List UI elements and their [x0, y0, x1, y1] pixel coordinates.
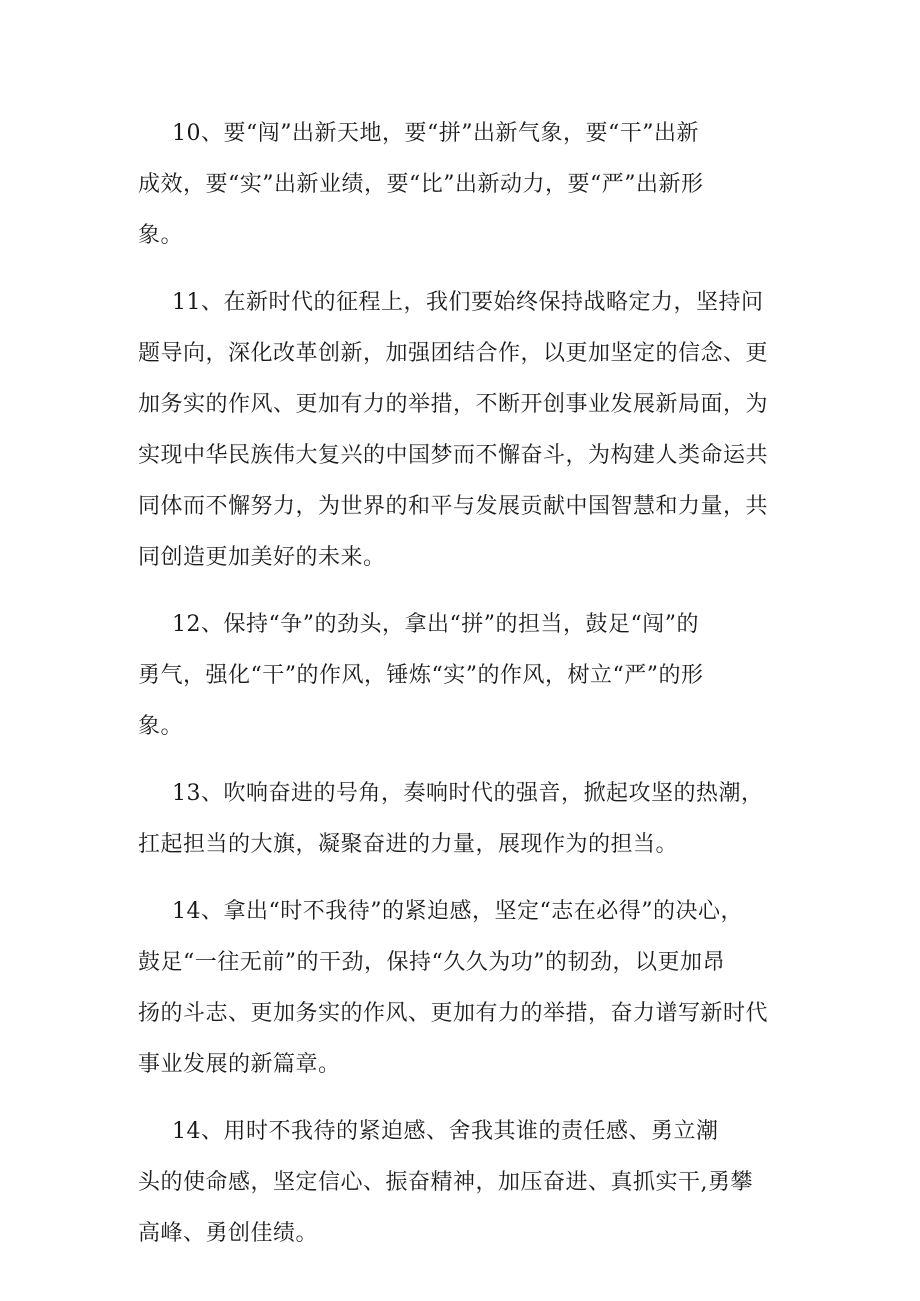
paragraph-line: 事业发展的新篇章。	[138, 1052, 341, 1077]
paragraph-line: 加务实的作风、更加有力的举措，不断开创事业发展新局面，为	[138, 392, 769, 417]
paragraph-line: 鼓足“一往无前”的干劲，保持“久久为功”的韧劲，以更加昂	[138, 950, 725, 975]
document-page	[138, 108, 788, 1275]
paragraph-line: 扛起担当的大旗，凝聚奋进的力量，展现作为的担当。	[138, 832, 679, 857]
paragraph-line: 实现中华民族伟大复兴的中国梦而不懈奋斗，为构建人类命运共	[138, 443, 769, 468]
paragraph-line: 扬的斗志、更加务实的作风、更加有力的举措，奋力谱写新时代	[138, 1001, 769, 1026]
paragraph-line: 象。	[138, 714, 184, 739]
paragraph-line: 12、保持“争”的劲头，拿出“拼”的担当，鼓足“闯”的	[172, 612, 699, 637]
paragraph-line: 14、用时不我待的紧迫感、舍我其谁的责任感、勇立潮	[172, 1119, 719, 1144]
paragraph-12	[138, 599, 788, 752]
paragraph-11	[138, 277, 788, 583]
paragraph-line: 同创造更加美好的未来。	[138, 545, 386, 570]
paragraph-line: 高峰、勇创佳绩。	[138, 1221, 319, 1246]
paragraph-line: 勇气，强化“干”的作风，锤炼“实”的作风，树立“严”的形	[138, 663, 704, 688]
paragraph-line: 13、吹响奋进的号角，奏响时代的强音，掀起攻坚的热潮，	[172, 781, 764, 806]
paragraph-line: 头的使命感，坚定信心、振奋精神，加压奋进、真抓实干,勇攀	[138, 1170, 753, 1195]
paragraph-line: 象。	[138, 223, 184, 248]
paragraph-10	[138, 108, 788, 261]
paragraph-14a	[138, 886, 788, 1090]
paragraph-line: 成效，要“实”出新业绩，要“比”出新动力，要“严”出新形	[138, 172, 704, 197]
paragraph-line: 14、拿出“时不我待”的紧迫感，坚定“志在必得”的决心，	[172, 899, 743, 924]
paragraph-13	[138, 768, 788, 870]
paragraph-line: 10、要“闯”出新天地，要“拼”出新气象，要“干”出新	[172, 121, 699, 146]
paragraph-line: 11、在新时代的征程上，我们要始终保持战略定力，坚持问	[172, 290, 764, 315]
paragraph-line: 题导向，深化改革创新，加强团结合作，以更加坚定的信念、更	[138, 341, 769, 366]
paragraph-14b	[138, 1106, 788, 1259]
paragraph-line: 同体而不懈努力，为世界的和平与发展贡献中国智慧和力量，共	[138, 494, 769, 519]
